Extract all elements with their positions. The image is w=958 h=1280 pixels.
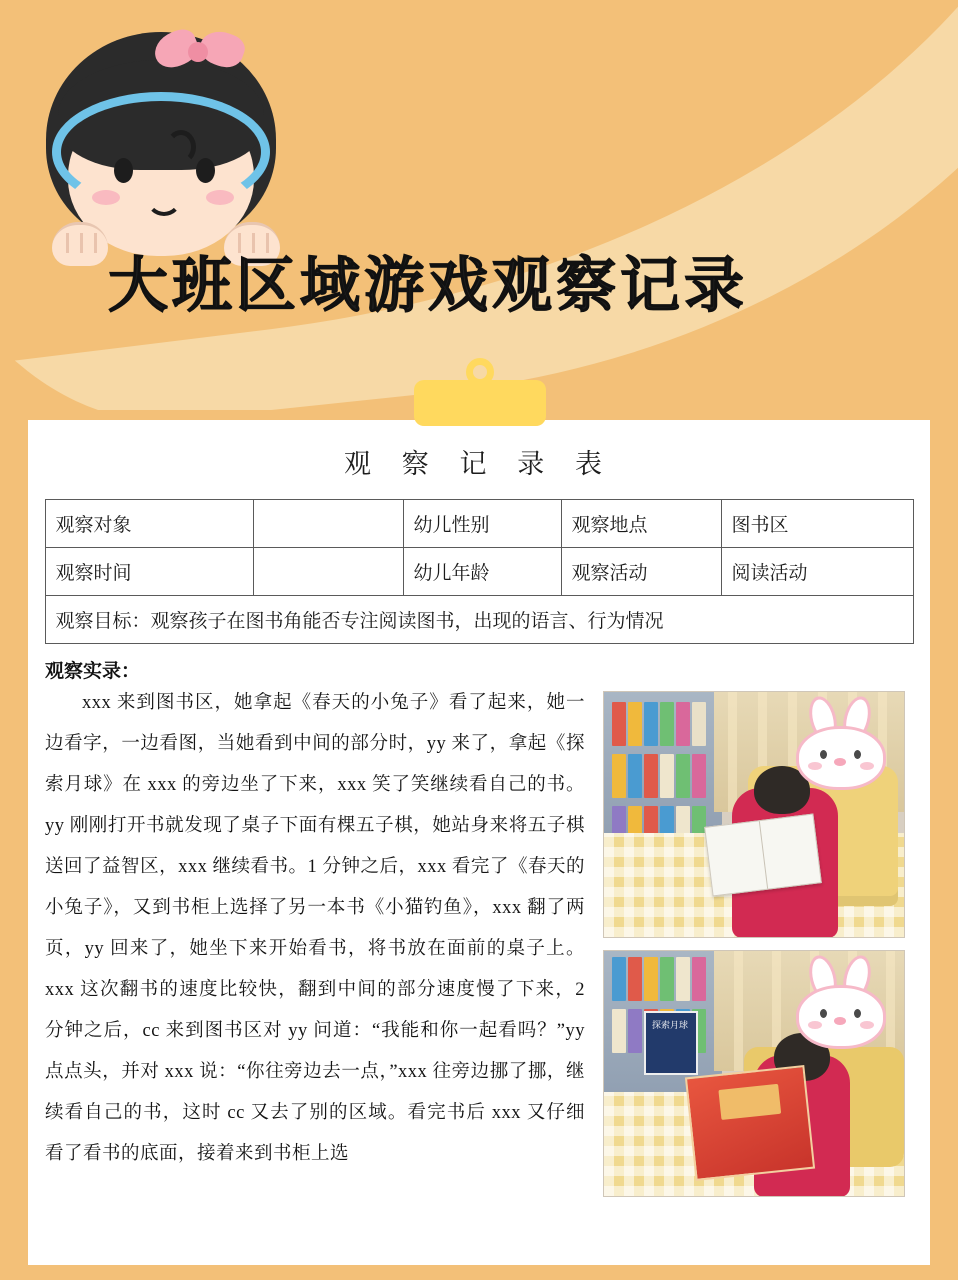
rabbit-sticker: [788, 698, 894, 794]
label-observation-activity: 观察活动: [561, 548, 721, 596]
photo-column: [603, 683, 905, 1197]
page-title: 大班区域游戏观察记录: [108, 251, 748, 321]
clip-body: [414, 380, 546, 426]
page-banner: [0, 0, 958, 410]
paper-clip-icon: [414, 358, 546, 430]
value-observation-subject[interactable]: [253, 500, 403, 548]
document-title: 观 察 记 录 表: [344, 449, 614, 479]
observation-info-table: [45, 499, 914, 644]
record-heading: 观察实录：: [45, 661, 141, 682]
label-observation-place: 观察地点: [561, 500, 721, 548]
open-picture-book: [704, 814, 822, 897]
girl-eye-left: [114, 158, 133, 183]
label-child-age: 幼儿年龄: [403, 548, 561, 596]
value-observation-activity[interactable]: 阅读活动: [721, 548, 913, 596]
record-text: xxx 来到图书区，她拿起《春天的小兔子》看了起来，她一边看字，一边看图，当她看到中间的部分时，yy 来了，拿起《探索月球》在 xxx 的旁边坐了下来，xxx 笑了笑继续看自己的书。yy 刚刚打开书就发现了桌子下面有棵五子棋，她站身来将五子棋送回了益智区，xxx 继续看书。1 分钟之后，xxx 看完了《春天的小兔子》，又到书柜上选择了另一本书《小猫钓鱼》，xxx 翻了两页，yy 回来了，她坐下来开始看书，将书放在面前的桌子上。xxx 这次翻书的速度比较快，翻到中间的部分速度慢了下来，2 分钟之后，cc 来到图书区对 yy 问道：“我能和你一起看吗？”yy 点点头，并对 xxx 说：“你往旁边去一点，”xxx 往旁边挪了挪，继续看自己的书，这时 cc 又去了别的区域。看完书后 xxx 又仔细看了看书的底面，接着来到书柜上选: [45, 693, 585, 1164]
record-body: [45, 683, 913, 1197]
label-child-gender: 幼儿性别: [403, 500, 561, 548]
table-row-goal: [45, 596, 913, 644]
photo-child-reading-on-sofa: [603, 691, 905, 938]
table-row: [45, 548, 913, 596]
table-row: [45, 500, 913, 548]
girl-cheek-right: [206, 190, 234, 205]
observation-record-sheet: [28, 420, 930, 1265]
book-cover-title-block: [718, 1084, 781, 1120]
girl-cheek-left: [92, 190, 120, 205]
value-observation-place[interactable]: 图书区: [721, 500, 913, 548]
photo-child-reading-picture-book: [603, 950, 905, 1197]
moon-book-label: 探索月球: [652, 1021, 689, 1031]
label-observation-subject: 观察对象: [45, 500, 253, 548]
rabbit-sticker: [788, 957, 894, 1053]
label-observation-time: 观察时间: [45, 548, 253, 596]
girl-hair-curl: [166, 130, 196, 164]
moon-book: [644, 1011, 698, 1075]
observation-goal-text: 观察目标：观察孩子在图书角能否专注阅读图书，出现的语言、行为情况: [45, 596, 913, 644]
girl-hand-left: [52, 222, 108, 266]
value-observation-time[interactable]: [253, 548, 403, 596]
girl-bow-center: [188, 42, 208, 62]
picture-book-cover: [685, 1065, 815, 1181]
girl-eye-right: [196, 158, 215, 183]
